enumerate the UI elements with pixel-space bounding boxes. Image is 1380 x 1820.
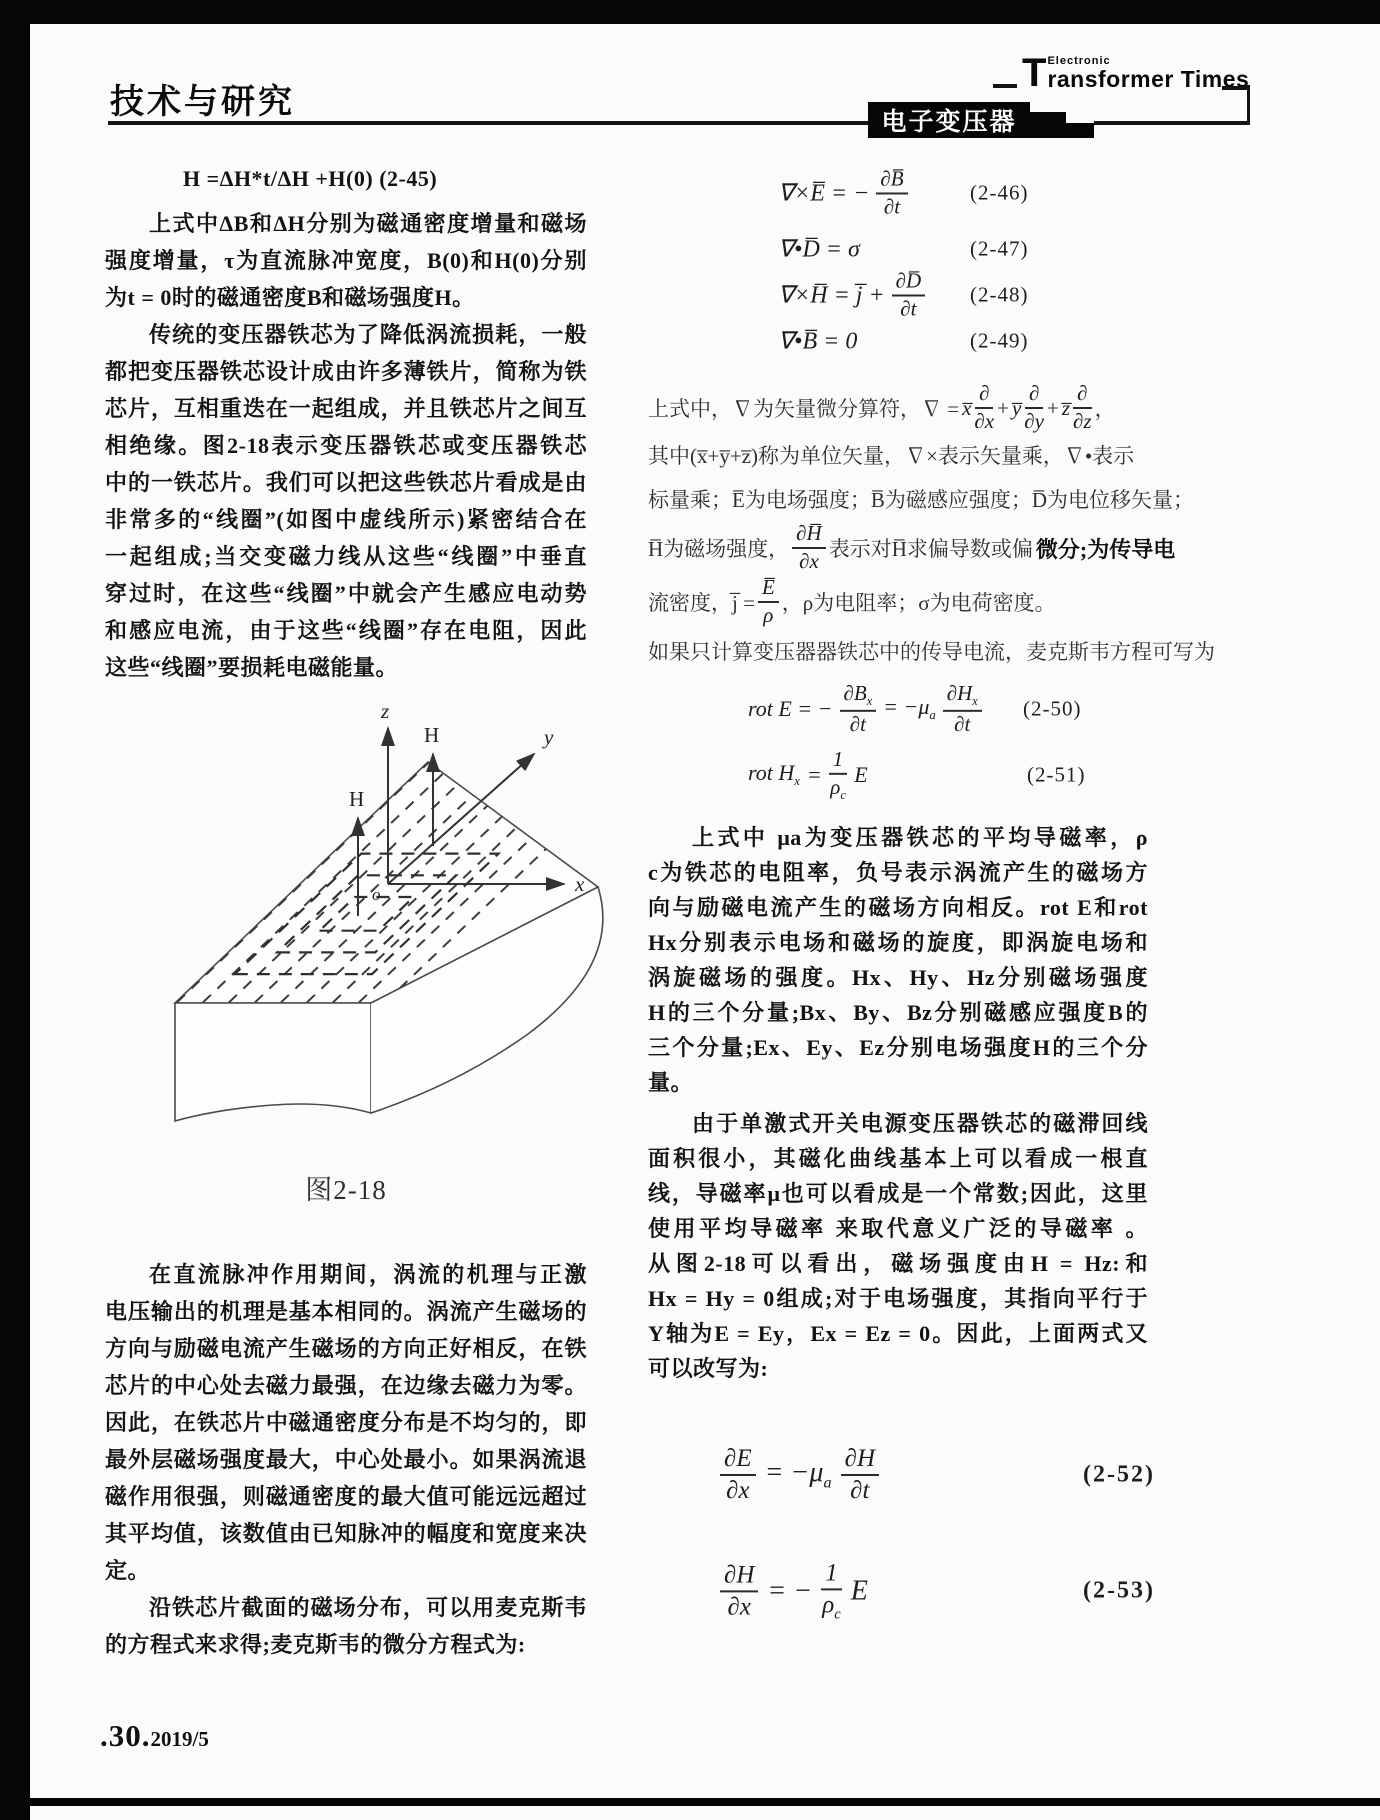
text-line: Hx分别表示电场和磁场的旋度，即涡旋电场和 [648,930,1148,955]
magazine-logo-banner [868,102,1030,138]
explanation-line: H̅为磁场强度， $\frac{\partial H̅}{\partial x}$ 表示对H̅求偏导数或偏 微分;为传导电 [648,521,1176,573]
text-line: 其平均值，该数值由已知脉冲的幅度和宽度来决 [105,1521,587,1546]
symbol-explanation-block [648,381,1215,674]
text-line: 电压输出的机理是基本相同的。涡流产生磁场的 [105,1299,587,1324]
text-line: 由于单激式开关电源变压器铁芯的磁滞回线 [692,1111,1148,1136]
equation-number: (2-49) [970,328,1029,353]
text-line: 向与励磁电流产生的磁场方向相反。rot E和rot [648,895,1148,920]
eq-lhs: ∇•D̅ = σ [778,236,860,263]
paragraph [105,205,587,316]
text-line: 方向与励磁电流产生磁场的方向正好相反，在铁 [105,1336,587,1361]
text-line: 最外层磁场强度最大，中心处最小。如果涡流退 [105,1447,587,1472]
text-line: c为铁芯的电阻率，负号表示涡流产生的磁场方 [648,860,1148,885]
text-line: 量。 [648,1070,694,1095]
text-line: 磁作用很强，则磁通密度的最大值可能远远超过 [105,1484,587,1509]
text-line: 因此，在铁芯片中磁通密度分布是不均匀的，即 [105,1410,587,1435]
equation-2-51: rot $H_x$ = $\frac{1}{\rho_c}$ E (2-51) [748,746,1086,802]
explanation-line: 上式中，∇为矢量微分算符，∇ = x̅ $\frac{\partial}{\partial x}$ + y̅ $\frac{\partial}{\partial y}$ + z̅ $\frac{\partial}{\partial z}$ ， [648,381,1116,433]
equation-number: (2-53) [1083,1577,1155,1604]
logo-electronic: Electronic [1047,55,1111,67]
text-line: 可以改写为: [648,1356,769,1381]
equation-number: (2-47) [970,236,1029,261]
explanation-line: 如果只计算变压器器铁芯中的传导电流，麦克斯韦方程可写为 [648,640,1215,664]
equation-2-48 [648,266,1158,324]
paragraph [105,316,587,686]
magazine-logo-cn: 电子变压器 [881,108,1017,136]
text-line: 线，导磁率μ也可以看成是一个常数;因此，这里 [648,1181,1148,1206]
text-line: 芯片的中心处去磁力最强，在边缘去磁力为零。 [105,1373,587,1398]
text-line: 中的一铁芯片。我们可以把这些铁芯片看成是由 [105,470,587,495]
axis-label-x: x [575,872,585,896]
fraction: $\frac{1}{\rho_c}$ [830,746,846,802]
page-number: .30. [100,1718,151,1753]
text-line: 传统的变压器铁芯为了降低涡流损耗，一般 [149,322,587,347]
equation-2-46 [648,164,1158,222]
text-line: 使用平均导磁率 来取代意义广泛的导磁率 。 [648,1216,1148,1241]
paragraph [648,820,1148,1100]
paragraph [648,1106,1148,1386]
explanation-line: 标量乘；E̅为电场强度；B̅为磁感应强度；D̅为电位移矢量； [648,488,1194,512]
fraction: $\frac{\partial H}{\partial x}$ [720,1561,758,1621]
banner-step-decoration [1066,123,1094,138]
section-title: 技术与研究 [110,83,295,121]
text-line: 相绝缘。图2-18表示变压器铁芯或变压器铁芯 [105,433,587,458]
eq-lhs: ∇×E̅ = − [778,180,870,207]
origin-label: o [372,885,381,904]
eq-lhs: ∇•B̅ = 0 [778,328,858,355]
text-line: H的三个分量;Bx、By、Bz分别磁感应强度B的 [648,1000,1148,1025]
text-line: 沿铁芯片截面的磁场分布，可以用麦克斯韦 [149,1595,587,1620]
fraction: $\frac{\partial B_x}{\partial t}$ [840,682,877,736]
fraction: $\frac{\partial D̅}{\partial t}$ [892,269,926,320]
text-line: 一起组成;当交变磁力线从这些“线圈”中垂直 [105,544,587,569]
logo-dash-left [993,84,1017,88]
eq-pre: rot E = − [748,696,833,721]
fraction: $\frac{\partial B̅}{\partial t}$ [876,167,907,218]
equation-number: (2-46) [970,180,1029,205]
text-line: 和感应电流，由于这些“线圈”存在电阻，因此 [105,618,587,643]
text-line: 的方程式来求得;麦克斯韦的微分方程式为: [105,1632,526,1657]
paragraph [105,1589,587,1663]
transformer-times-logo [1022,51,1250,95]
text-line: Y轴为E = Ey，Ex = Ez = 0。因此，上面两式又 [648,1321,1148,1346]
text-line: Hx = Hy = 0组成;对于电场强度，其指向平行于 [648,1286,1148,1311]
bold-fragment: 微分;为传导电 [1035,536,1176,562]
text-line: 定。 [105,1558,151,1583]
text-line: 这些“线圈”要损耗电磁能量。 [105,655,399,680]
fraction: $\frac{\partial H_x}{\partial t}$ [943,682,982,736]
equation-2-52: $\frac{\partial E}{\partial x}$ = $-\mu_a$ $\frac{\partial H}{\partial t}$ (2-52) [648,1438,1158,1512]
left-edge-bar [0,0,30,1820]
text-line: 穿过时，在这些“线圈”中就会产生感应电动势 [105,581,587,606]
text-line: 从图2-18可以看出，磁场强度由H = Hz:和 [648,1251,1148,1276]
equation-number: (2-52) [1083,1461,1155,1488]
text-line: 为t = 0时的磁通密度B和磁场强度H。 [105,285,475,310]
h-field-label-top: H [424,723,440,747]
fraction: $\frac{\partial E}{\partial x}$ [720,1445,756,1505]
explanation-line: 其中(x̅+y̅+z̅)称为单位矢量，∇×表示矢量乘，∇•表示 [648,444,1135,468]
text-line: 都把变压器铁芯设计成由许多薄铁片，简称为铁 [105,359,587,384]
text-line: 芯片，互相重迭在一起组成，并且铁芯片之间互 [105,396,587,421]
text-line: 上式中ΔB和ΔH分别为磁通密度增量和磁场 [149,211,587,236]
text-line: 非常多的“线圈”(如图中虚线所示)紧密结合在 [105,507,587,532]
bottom-rule [0,1798,1380,1806]
equation-number: (2-51) [1027,762,1086,787]
logo-initial: T [1022,51,1047,95]
header-rule-right [1094,121,1250,125]
equation-2-47 [648,234,1158,264]
equation-number: (2-48) [970,282,1029,307]
logo-transformer-times: ransformer Times [1047,66,1250,92]
equation-2-50: rot E = − $\frac{\partial B_x}{\partial t}$ = $-\mu_a$ $\frac{\partial H_x}{\partial t}$ (2-50) [748,680,1082,736]
lamination-front-face [175,1003,371,1121]
fraction: $\frac{1}{\rho_c}$ [822,1559,841,1623]
equation-2-49 [648,326,1158,356]
text-line: 面积很小，其磁化曲线基本上可以看成一根直 [648,1146,1148,1171]
banner-step-decoration [1030,112,1066,138]
text-line: 涡旋磁场的强度。Hx、Hy、Hz分别磁场强度 [648,965,1148,990]
page-footer [100,1718,209,1754]
text-line: 在直流脉冲作用期间，涡流的机理与正激 [149,1262,587,1287]
equation-2-53: $\frac{\partial H}{\partial x}$ = − $\frac{1}{\rho_c}$ E (2-53) [648,1554,1158,1628]
paragraph [105,1256,587,1589]
eq-lhs: ∇×H̅ = j̅ + [778,282,885,309]
issue-label: 2019/5 [150,1727,209,1751]
equation-number: (2-50) [1023,696,1082,721]
axis-label-z: z [381,699,390,723]
explanation-line: 流密度，j̅ = $\frac{E̅}{\rho}$ ，ρ为电阻率；σ为电荷密度。 [648,575,1056,627]
header-rule-left [108,121,870,125]
text-line: 上式中 μa为变压器铁芯的平均导磁率，ρ [692,825,1148,850]
axis-label-y: y [544,725,554,749]
text-line: 强度增量，τ为直流脉冲宽度，B(0)和H(0)分别 [105,248,587,273]
equation-2-45: H =ΔH*t/ΔH +H(0) (2-45) [183,166,438,191]
figure-2-18 [138,694,618,1134]
fraction: $\frac{\partial H}{\partial t}$ [841,1445,879,1505]
top-edge-bar [0,0,1380,24]
text-line: 三个分量;Ex、Ey、Ez分别电场强度H的三个分 [648,1035,1148,1060]
figure-caption: 图2-18 [305,1175,387,1205]
h-field-label-left: H [349,787,365,811]
